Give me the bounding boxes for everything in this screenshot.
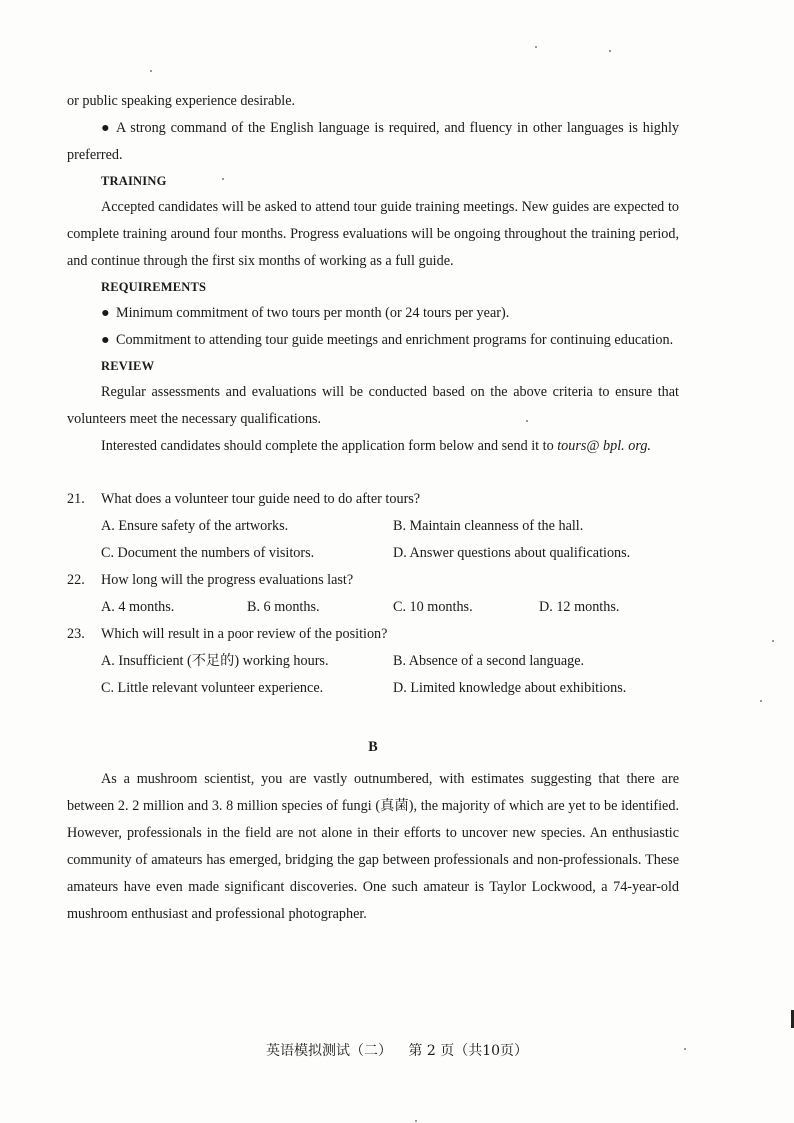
apply-paragraph xyxy=(67,433,679,460)
review-heading: REVIEW xyxy=(101,359,155,373)
question-text: Which will result in a poor review of the position? xyxy=(101,626,388,642)
requirement-bullet-2 xyxy=(67,327,679,354)
page-footer xyxy=(0,1040,794,1060)
option-d: D. Limited knowledge about exhibitions. xyxy=(393,680,627,696)
option-b: B. 6 months. xyxy=(247,599,320,615)
scan-speck xyxy=(684,1048,686,1050)
footer-page-number: 第 2 页（共10页） xyxy=(408,1043,529,1059)
option-d: D. Answer questions about qualifications. xyxy=(393,545,631,561)
apply-text: Interested candidates should complete the application form below and send it to xyxy=(101,438,554,454)
option-c: C. Little relevant volunteer experience. xyxy=(101,680,324,696)
bullet-icon: ● xyxy=(101,120,110,136)
scan-speck xyxy=(150,70,152,72)
requirements-heading: REQUIREMENTS xyxy=(101,280,207,294)
passage-a-continuation: or public speaking experience desirable. xyxy=(67,93,296,109)
scan-speck xyxy=(415,1120,417,1122)
review-paragraph: Regular assessments and evaluations will be conducted based on the above criteria to ensure that volunteers meet the necessary qualifications. xyxy=(67,384,679,427)
scan-speck xyxy=(760,700,762,702)
footer-title: 英语模拟测试（二） xyxy=(265,1043,392,1059)
requirement-text-2: Commitment to attending tour guide meetings and enrichment programs for continuing education. xyxy=(116,332,674,348)
option-a: A. Insufficient (不足的) working hours. xyxy=(101,653,329,669)
language-requirement-bullet xyxy=(67,115,679,169)
question-number: 21. xyxy=(67,491,85,507)
option-c: C. 10 months. xyxy=(393,599,473,615)
option-d: D. 12 months. xyxy=(539,599,620,615)
scan-speck xyxy=(772,640,774,642)
scan-speck xyxy=(535,46,537,48)
requirement-text-1: Minimum commitment of two tours per month (or 24 tours per year). xyxy=(116,305,510,321)
question-number: 23. xyxy=(67,626,85,642)
language-requirement-text: A strong command of the English language is required, and fluency in other languages is highly preferred. xyxy=(67,120,679,163)
question-text: What does a volunteer tour guide need to do after tours? xyxy=(101,491,421,507)
option-a: A. 4 months. xyxy=(101,599,175,615)
training-heading: TRAINING xyxy=(101,174,167,188)
scan-speck xyxy=(526,420,528,422)
section-b-paragraph: As a mushroom scientist, you are vastly outnumbered, with estimates suggesting that there are between 2. 2 million and 3. 8 million species of fungi (真菌), the majority of which are yet to be identified. However, professionals in the field are not alone in their efforts to uncover new species. An enthusiastic community of amateurs has emerged, bridging the gap between professionals and non-professionals. These amateurs have even made significant discoveries. One such amateur is Taylor Lockwood, a 74-year-old mushroom enthusiast and professional photographer. xyxy=(67,771,679,922)
section-b-label: B xyxy=(368,739,378,755)
requirement-bullet-1 xyxy=(67,300,679,327)
email-address: tours@ bpl. org. xyxy=(557,438,651,454)
bullet-icon: ● xyxy=(101,332,110,348)
question-23 xyxy=(67,621,679,702)
question-21 xyxy=(67,486,679,567)
option-c: C. Document the numbers of visitors. xyxy=(101,545,315,561)
question-number: 22. xyxy=(67,572,85,588)
scan-speck xyxy=(222,178,224,180)
training-paragraph: Accepted candidates will be asked to attend tour guide training meetings. New guides are expected to complete training around four months. Progress evaluations will be ongoing throughout the training period, and continue through the first six months of working as a full guide. xyxy=(67,199,679,269)
option-b: B. Maintain cleanness of the hall. xyxy=(393,518,584,534)
option-a: A. Ensure safety of the artworks. xyxy=(101,518,289,534)
scan-speck xyxy=(609,50,611,52)
bullet-icon: ● xyxy=(101,305,110,321)
question-text: How long will the progress evaluations last? xyxy=(101,572,354,588)
exam-page xyxy=(67,88,679,928)
option-b: B. Absence of a second language. xyxy=(393,653,585,669)
question-22 xyxy=(67,567,679,621)
